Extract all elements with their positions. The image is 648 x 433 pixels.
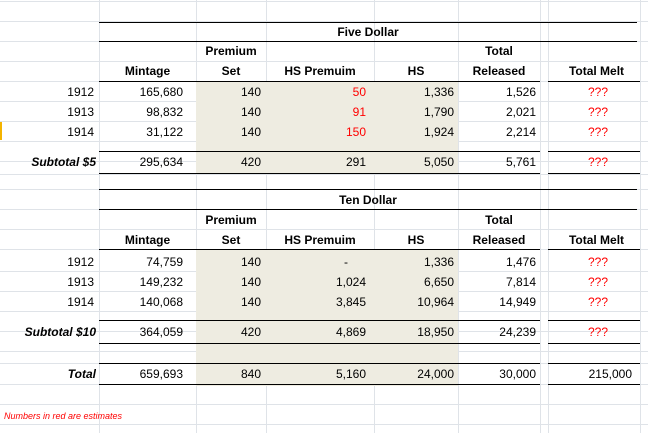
row-gridline xyxy=(0,424,648,425)
five-header-hs: HS xyxy=(407,64,425,78)
five-row-mintage: 98,832 xyxy=(146,105,183,119)
row-gridline xyxy=(0,1,648,2)
five-row-released: 2,021 xyxy=(505,105,536,119)
five-row-hs: 1,924 xyxy=(423,125,454,139)
five-row-hs-premium: 91 xyxy=(352,105,366,119)
total-hs-premium: 5,160 xyxy=(335,367,366,381)
five-title: Five Dollar xyxy=(337,25,399,39)
ten-subtotal-mintage: 364,059 xyxy=(139,325,183,339)
ten-row-hs-premium: - xyxy=(344,255,348,269)
ten-subtotal-premium-set: 420 xyxy=(240,325,262,339)
ten-subtotal-label: Subtotal $10 xyxy=(24,325,96,339)
ten-row-mintage: 140,068 xyxy=(139,295,183,309)
ten-row-hs-premium: 1,024 xyxy=(335,275,366,289)
five-header-mintage: Mintage xyxy=(124,64,171,78)
ten-subtotal-bottom-border-b xyxy=(196,343,540,344)
five-subtotal-released: 5,761 xyxy=(505,155,536,169)
ten-row-premium-set: 140 xyxy=(240,295,262,309)
five-header-hs-premium: HS Premuim xyxy=(284,64,356,78)
five-row-hs: 1,336 xyxy=(423,85,454,99)
ten-subtotal-hs: 18,950 xyxy=(417,325,454,339)
column-gridline xyxy=(540,0,541,433)
five-row-total-melt: ??? xyxy=(587,125,609,139)
five-header-total-melt: Total Melt xyxy=(568,64,625,78)
total-released: 30,000 xyxy=(499,367,536,381)
ten-row-released: 7,814 xyxy=(505,275,536,289)
ten-header-bottom-border-b xyxy=(196,249,540,250)
ten-header-bottom-border-c xyxy=(548,249,640,250)
ten-header-hs: HS xyxy=(407,233,425,247)
ten-row-mintage: 74,759 xyxy=(146,255,183,269)
total-bottom-border-b xyxy=(196,384,540,385)
estimate-note: Numbers in red are estimates xyxy=(4,411,123,421)
five-row-released: 1,526 xyxy=(505,85,536,99)
five-row-premium-set: 140 xyxy=(240,85,262,99)
ten-row-year: 1912 xyxy=(67,255,94,269)
ten-row-released: 14,949 xyxy=(499,295,536,309)
total-hs: 24,000 xyxy=(417,367,454,381)
total-mintage: 659,693 xyxy=(139,367,183,381)
total-bottom-border-a xyxy=(99,384,196,385)
ten-subtotal-hs-premium: 4,869 xyxy=(335,325,366,339)
five-row-hs: 1,790 xyxy=(423,105,454,119)
ten-row-total-melt: ??? xyxy=(587,275,609,289)
five-row-total-melt: ??? xyxy=(587,85,609,99)
ten-row-total-melt: ??? xyxy=(587,295,609,309)
five-subtotal-label: Subtotal $5 xyxy=(31,155,96,169)
five-row-mintage: 31,122 xyxy=(146,125,183,139)
ten-row-year: 1914 xyxy=(67,295,94,309)
ten-subtotal-top-border-b xyxy=(196,320,540,321)
five-header-total: Total xyxy=(485,44,513,58)
ten-subtotal-released: 24,239 xyxy=(499,325,536,339)
row-gridline xyxy=(0,174,648,175)
five-row-premium-set: 140 xyxy=(240,125,262,139)
ten-header-total: Total xyxy=(485,213,513,227)
five-row-year: 1914 xyxy=(67,125,94,139)
five-subtotal-hs-premium: 291 xyxy=(345,155,366,169)
five-subtotal-bottom-border-b xyxy=(196,173,540,174)
ten-row-hs-premium: 3,845 xyxy=(335,295,366,309)
five-subtotal-hs: 5,050 xyxy=(423,155,454,169)
ten-header-total-melt: Total Melt xyxy=(568,233,625,247)
ten-row-total-melt: ??? xyxy=(587,255,609,269)
five-row-total-melt: ??? xyxy=(587,105,609,119)
ten-title: Ten Dollar xyxy=(339,193,397,207)
five-row-premium-set: 140 xyxy=(240,105,262,119)
five-row-hs-premium: 50 xyxy=(352,85,366,99)
ten-title-bottom-border xyxy=(99,209,637,210)
five-row-mintage: 165,680 xyxy=(139,85,183,99)
ten-row-hs: 10,964 xyxy=(417,295,454,309)
five-row-hs-premium: 150 xyxy=(345,125,366,139)
ten-subtotal-top-border-a xyxy=(99,320,196,321)
ten-subtotal-bottom-border-a xyxy=(99,343,196,344)
ten-row-released: 1,476 xyxy=(505,255,536,269)
five-subtotal-bottom-border-a xyxy=(99,173,196,174)
five-subtotal-bottom-border-c xyxy=(548,173,640,174)
ten-header-mintage: Mintage xyxy=(124,233,171,247)
ten-subtotal-total-melt: ??? xyxy=(587,325,609,339)
five-subtotal-total-melt: ??? xyxy=(587,155,609,169)
ten-header-set: Set xyxy=(221,233,241,247)
ten-row-hs: 6,650 xyxy=(423,275,454,289)
ten-row-mintage: 149,232 xyxy=(139,275,183,289)
ten-header-premium: Premium xyxy=(205,213,257,227)
ten-row-premium-set: 140 xyxy=(240,275,262,289)
ten-subtotal-bottom-border-c xyxy=(548,343,640,344)
total-bottom-border-c xyxy=(548,384,640,385)
five-header-released: Released xyxy=(472,64,526,78)
ten-row-year: 1913 xyxy=(67,275,94,289)
five-row-year: 1912 xyxy=(67,85,94,99)
total-premium-set: 840 xyxy=(240,367,262,381)
five-title-bottom-border xyxy=(99,41,637,42)
total-label: Total xyxy=(67,367,96,381)
row-gridline xyxy=(0,404,648,405)
ten-subtotal-top-border-c xyxy=(548,320,640,321)
five-row-released: 2,214 xyxy=(505,125,536,139)
ten-header-released: Released xyxy=(472,233,526,247)
five-subtotal-mintage: 295,634 xyxy=(139,155,183,169)
ten-row-premium-set: 140 xyxy=(240,255,262,269)
ten-header-bottom-border-a xyxy=(99,249,196,250)
five-subtotal-premium-set: 420 xyxy=(240,155,262,169)
total-total-melt: 215,000 xyxy=(588,367,632,381)
five-header-premium: Premium xyxy=(205,44,257,58)
ten-header-hs-premium: HS Premuim xyxy=(284,233,356,247)
five-header-set: Set xyxy=(221,64,241,78)
ten-row-hs: 1,336 xyxy=(423,255,454,269)
five-row-year: 1913 xyxy=(67,105,94,119)
